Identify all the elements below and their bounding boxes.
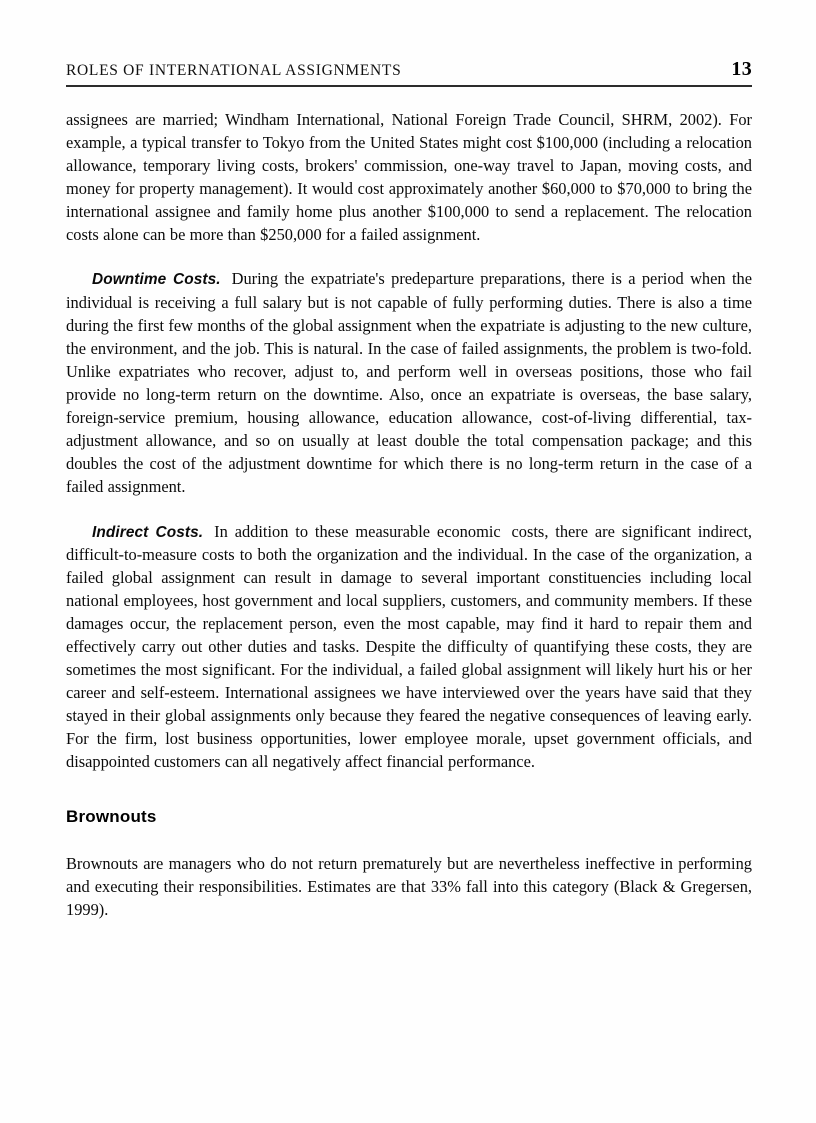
paragraph-indirect-costs-text-a: In addition to these measurable economic <box>214 521 501 541</box>
paragraph-brownouts: Brownouts are managers who do not return prematurely but are nevertheless ineffective in performing and executing their responsibilities. Estimates are that 33% fall into this category (Black & Gregersen, 1999). <box>66 854 752 920</box>
paragraph-indirect-costs-text-b: costs, there are significant indirect, difficult-to-measure costs to both the organization and the individual. In the case of the organization, a failed global assignment can result in damage to several important constituencies including local national employees, host government and local suppliers, customers, and community members. If these damages occur, the replacement person, even the most capable, may find it hard to repair them and effectively carry out other duties and tasks. Despite the difficulty of quantifying these costs, they are sometimes the most significant. For the individual, a failed global assignment will likely hurt his or her career and self-esteem. International assignees we have interviewed over the years have said that they stayed in their global assignments only because they feared the negative consequences of leaving early. For the firm, lost business opportunities, lower employee morale, upset government officials, and disappointed customers can all negatively affect financial performance. <box>66 521 752 771</box>
header-divider-rule <box>66 85 752 87</box>
running-head <box>66 58 752 84</box>
runin-heading-indirect-costs: Indirect Costs. <box>92 523 204 541</box>
page-number: 13 <box>731 58 752 80</box>
paragraph-downtime-costs <box>66 268 752 498</box>
running-head-title: ROLES OF INTERNATIONAL ASSIGNMENTS <box>66 62 402 79</box>
paragraph-downtime-costs-text: During the expatriate's predeparture preparations, there is a period when the individual is receiving a full salary but is not capable of fully performing duties. There is also a time during the first few months of the global assignment when the expatriate is adjusting to the new culture, the environment, and the job. This is natural. In the case of failed assignments, the problem is two-fold. Unlike expatriates who recover, adjust to, and perform well in overseas positions, those who fail provide no long-term return on the downtime. Also, once an expatriate is overseas, the base salary, foreign-service premium, housing allowance, education allowance, cost-of-living differential, tax-adjustment allowance, and so on usually at least double the total compensation package; and this doubles the cost of the adjustment downtime for which there is no long-term return in the case of a failed assignment. <box>66 269 752 496</box>
page-content <box>66 58 752 922</box>
runin-heading-downtime-costs: Downtime Costs. <box>92 271 221 289</box>
section-heading-brownouts: Brownouts <box>66 807 157 827</box>
paragraph-indirect-costs <box>66 521 752 774</box>
paragraph-relocation-costs: assignees are married; Windham International, National Foreign Trade Council, SHRM, 2002). For example, a typical transfer to Tokyo from the United States might cost $100,000 (including a relocation allowance, temporary living costs, brokers' commission, one-way travel to Japan, moving costs, and money for property management). It would cost approximately another $60,000 to $70,000 to bring the international assignee and family home plus another $100,000 to send a replacement. The relocation costs alone can be more than $250,000 for a failed assignment. <box>66 110 752 244</box>
